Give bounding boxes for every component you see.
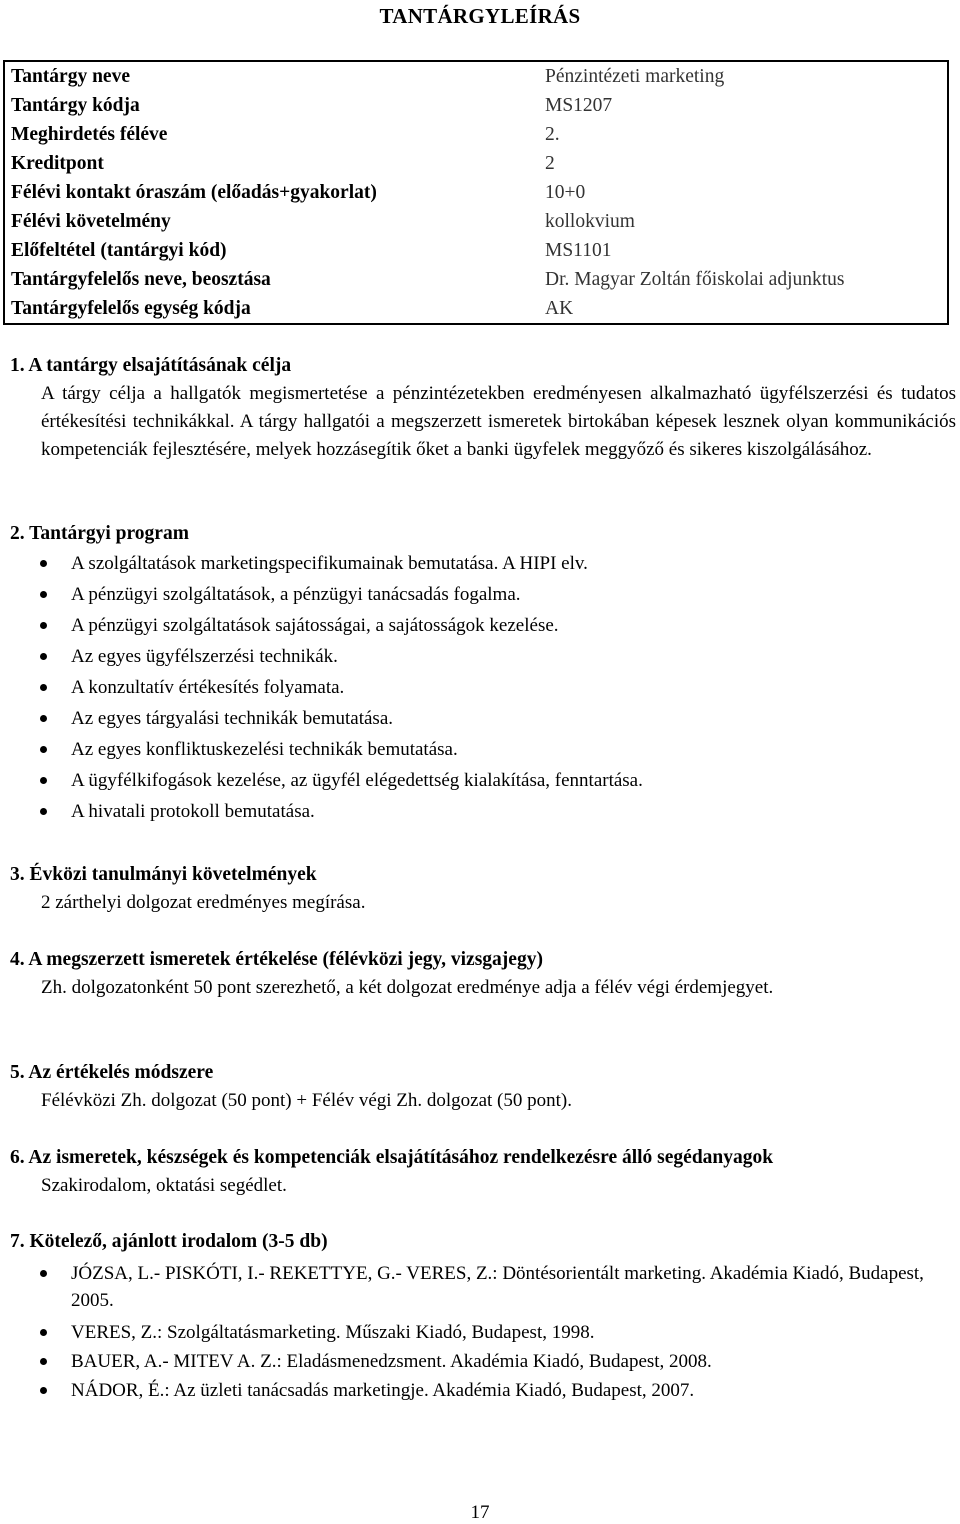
program-list [10, 548, 956, 827]
program-item: A hivatali protokoll bemutatása. [10, 796, 956, 827]
program-item: A pénzügyi szolgáltatások, a pénzügyi tanácsadás fogalma. [10, 579, 956, 610]
section-text: A tárgy célja a hallgatók megismertetése a pénzintézetekben eredményesen alkalmazható ügyfélszerzési és tudatos értékesítési technikákkal. A tárgy hallgatói a megszerzett ismeretek birtokában képesek lesznek olyan kommunikációs kompetenciák fejlesztésére, melyek hozzásegítik őket a banki ügyfelek meggyőző és sikeres kiszolgálásához. [41, 383, 956, 460]
program-item: Az egyes konfliktuskezelési technikák bemutatása. [10, 734, 956, 765]
section-program [10, 520, 956, 827]
section-evaluation-method [10, 1059, 956, 1115]
section-text: Zh. dolgozatonként 50 pont szerezhető, a két dolgozat eredménye adja a félév végi érdemjegyet. [41, 977, 774, 998]
info-value: 2 [545, 153, 555, 174]
section-text: 2 zárthelyi dolgozat eredményes megírása. [41, 892, 366, 913]
program-item: A szolgáltatások marketingspecifikumainak bemutatása. A HIPI elv. [10, 548, 956, 579]
info-row [4, 149, 948, 178]
section-heading: 1. A tantárgy elsajátításának célja [10, 355, 292, 376]
section-requirements [10, 861, 956, 917]
info-value: AK [545, 298, 574, 319]
section-heading: 6. Az ismeretek, készségek és kompetenciák elsajátításához rendelkezésre álló segédanyagok [10, 1147, 774, 1168]
info-row [4, 61, 948, 91]
info-label: Tantárgy kódja [11, 95, 140, 116]
course-info-table [3, 60, 949, 325]
section-heading: 2. Tantárgyi program [10, 523, 189, 544]
page-number: 17 [470, 1502, 490, 1523]
info-row [4, 120, 948, 149]
info-value: Pénzintézeti marketing [545, 66, 725, 87]
info-label: Félévi követelmény [11, 211, 171, 232]
info-label: Tantárgyfelelős egység kódja [11, 298, 251, 319]
program-item: A pénzügyi szolgáltatások sajátosságai, a sajátosságok kezelése. [10, 610, 956, 641]
info-value: Dr. Magyar Zoltán főiskolai adjunktus [545, 269, 845, 290]
info-label: Előfeltétel (tantárgyi kód) [11, 240, 227, 261]
info-row [4, 178, 948, 207]
info-value: kollokvium [545, 211, 635, 232]
info-label: Kreditpont [11, 153, 104, 174]
info-value: MS1207 [545, 95, 613, 116]
info-row [4, 236, 948, 265]
section-text: Szakirodalom, oktatási segédlet. [41, 1175, 287, 1196]
literature-item: JÓZSA, L.- PISKÓTI, I.- REKETTYE, G.- VERES, Z.: Döntésorientált marketing. Akadémia Kiadó, Budapest, 2005. [10, 1260, 956, 1314]
info-row [4, 294, 948, 324]
literature-list [10, 1260, 956, 1404]
program-item: Az egyes tárgyalási technikák bemutatása. [10, 703, 956, 734]
section-materials [10, 1144, 956, 1200]
section-heading: 7. Kötelező, ajánlott irodalom (3-5 db) [10, 1231, 328, 1252]
section-text: Félévközi Zh. dolgozat (50 pont) + Félév végi Zh. dolgozat (50 pont). [41, 1090, 572, 1111]
program-item: A ügyfélkifogások kezelése, az ügyfél elégedettség kialakítása, fenntartása. [10, 765, 956, 796]
literature-item: NÁDOR, É.: Az üzleti tanácsadás marketingje. Akadémia Kiadó, Budapest, 2007. [10, 1377, 956, 1404]
info-value: 10+0 [545, 182, 586, 203]
document-title: TANTÁRGYLEÍRÁS [379, 4, 581, 28]
section-objective [10, 352, 956, 464]
section-heading: 5. Az értékelés módszere [10, 1062, 214, 1083]
section-heading: 3. Évközi tanulmányi követelmények [10, 864, 317, 885]
info-label: Félévi kontakt óraszám (előadás+gyakorlat) [11, 182, 377, 203]
section-evaluation [10, 946, 956, 1002]
literature-item: VERES, Z.: Szolgáltatásmarketing. Műszaki Kiadó, Budapest, 1998. [10, 1319, 956, 1346]
info-value: MS1101 [545, 240, 612, 261]
section-heading: 4. A megszerzett ismeretek értékelése (félévközi jegy, vizsgajegy) [10, 949, 543, 970]
literature-item: BAUER, A.- MITEV A. Z.: Eladásmenedzsment. Akadémia Kiadó, Budapest, 2008. [10, 1348, 956, 1375]
info-label: Tantárgy neve [11, 66, 130, 87]
info-row [4, 91, 948, 120]
program-item: Az egyes ügyfélszerzési technikák. [10, 641, 956, 672]
info-row [4, 207, 948, 236]
info-value: 2. [545, 124, 560, 145]
info-row [4, 265, 948, 294]
program-item: A konzultatív értékesítés folyamata. [10, 672, 956, 703]
info-label: Meghirdetés féléve [11, 124, 168, 145]
section-literature [10, 1228, 956, 1404]
info-label: Tantárgyfelelős neve, beosztása [11, 269, 271, 290]
